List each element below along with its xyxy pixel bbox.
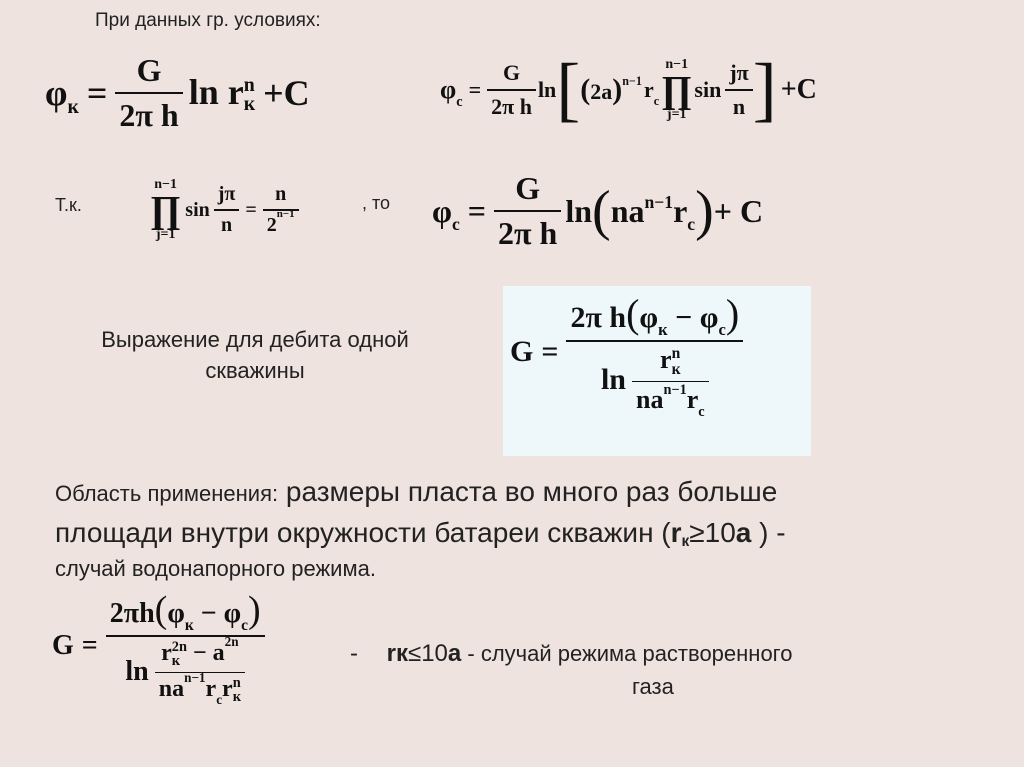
tk-label: Т.к. [55,195,82,215]
case2-text [350,640,1010,700]
debit-label-line2: скважины [205,357,305,383]
region-line2: площади внутри окружности батареи скважин ( [55,516,671,548]
formula-phi-c-product: $\varphi_c$ = $\frac{G}{\text{2π h}}$ ln [ $(2a)^{n-1}$ $r_c$ n−1 ∏ j=1 sin $\frac{j\pi}{n}$ ] +C [440,49,817,130]
debit-label-line1: Выражение для дебита одной [101,327,409,352]
case2-le: ≤10 [408,640,448,667]
region-paragraph [55,472,1015,585]
case2-line2: газа [632,674,674,699]
formula-phi-k: $\varphi_к$ = $\frac{G}{\text{2π h}}$ ln r n к +C [45,52,310,133]
case2-rk: rк [386,640,409,667]
debit-label [55,325,455,387]
region-main: размеры пласта во много раз больше [278,476,778,507]
case2-dash: - [350,640,358,667]
formula-debit-gas: G = $2\pi h(\varphi_к - \varphi_c)$ ln r 2n к − $a^{2n}$ $na^{n-1}r_cr$ n к [52,588,265,705]
region-prefix: Область применения: [55,481,279,506]
case2-a: a [447,640,462,667]
region-a: a [735,516,752,548]
region-close: ) - [751,516,786,548]
case2-rest: - случай режима растворенного [461,641,793,666]
region-rk: r [670,516,682,548]
page-heading: При данных гр. условиях: [95,10,321,31]
formula-phi-c-simplified: $\varphi_c$ = $\frac{G}{\text{2π h}}$ ln ( $na^{n-1}r_c$ ) + C [432,170,764,251]
formula-debit: G = 2π $h(\varphi_к - \varphi_c)$ ln r n к $na^{n-1}r_c$ [510,290,743,415]
formula-product-identity: n−1 ∏ j=1 sin $\frac{j\pi}{n}$ = $\frac{n}{2^{n-1}}$ [150,178,299,242]
region-rk-sub: к [681,532,690,550]
region-line3: случай водонапорного режима. [55,556,376,582]
to-label: , то [362,193,391,213]
region-ge: ≥10 [689,516,736,548]
